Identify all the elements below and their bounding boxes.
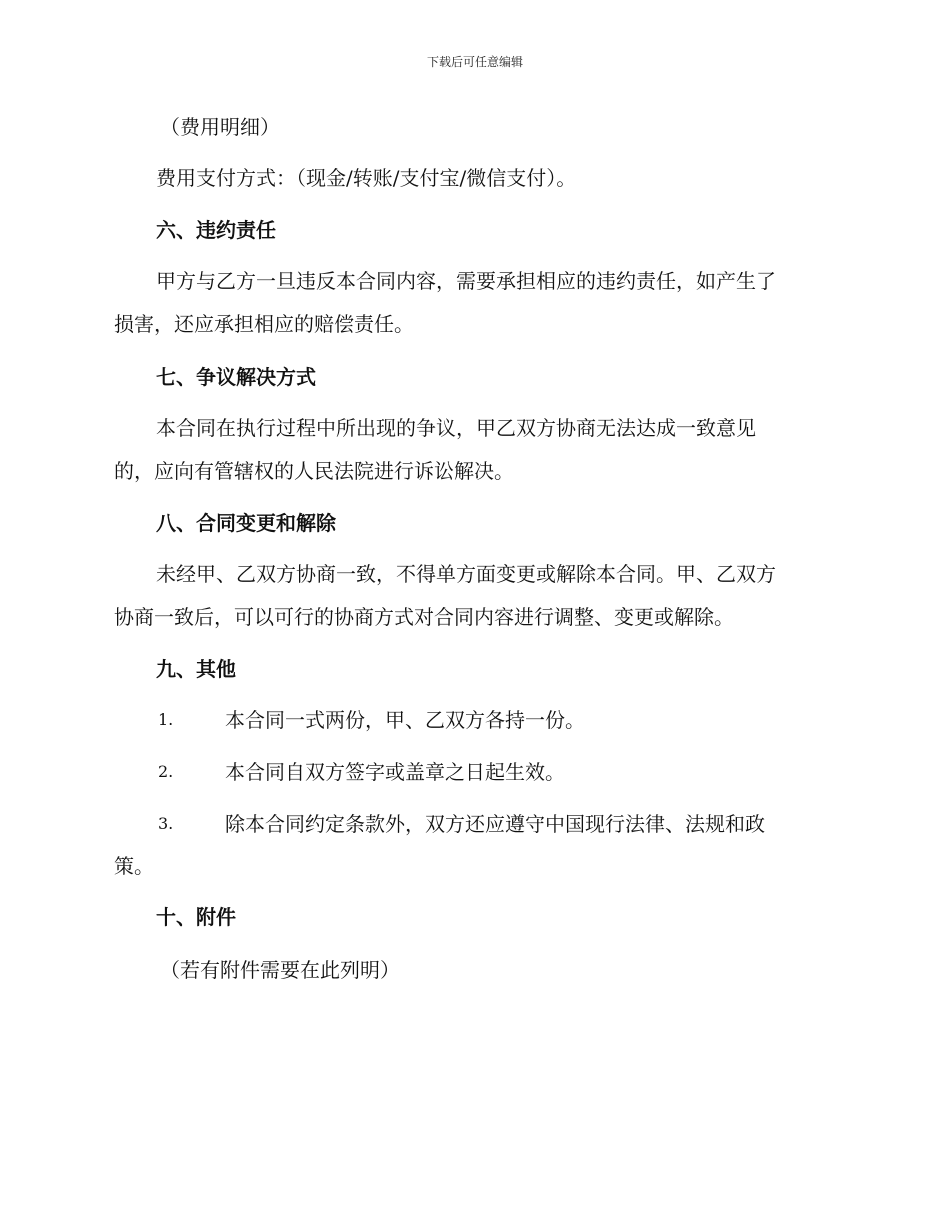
page-header: 下载后可任意编辑 — [426, 55, 523, 69]
section-6-title: 六、违约责任 — [156, 218, 276, 242]
section-10-title: 十、附件 — [156, 905, 236, 929]
section-7-title: 七、争议解决方式 — [156, 365, 316, 389]
section-7-line-2: 的，应向有管辖权的人民法院进行诉讼解决。 — [114, 459, 514, 483]
list-item-text: 除本合同约定条款外，双方还应遵守中国现行法律、法规和政 — [225, 812, 765, 836]
payment-method-line: 费用支付方式：（现金/转账/支付宝/微信支付）。 — [156, 166, 577, 190]
section-6-line-2: 损害，还应承担相应的赔偿责任。 — [114, 312, 414, 336]
fee-detail-line: （费用明细） — [160, 115, 280, 139]
list-item-text: 本合同一式两份，甲、乙双方各持一份。 — [225, 708, 585, 732]
attachment-note: （若有附件需要在此列明） — [160, 958, 400, 982]
section-7-line-1: 本合同在执行过程中所出现的争议，甲乙双方协商无法达成一致意见 — [156, 416, 756, 440]
list-item-number: 1. — [158, 710, 174, 729]
list-item-text: 本合同自双方签字或盖章之日起生效。 — [225, 760, 565, 784]
section-8-title: 八、合同变更和解除 — [156, 511, 336, 535]
section-9-title: 九、其他 — [156, 657, 236, 681]
list-item-continuation: 策。 — [114, 854, 154, 878]
list-item-number: 3. — [158, 814, 174, 833]
section-8-line-2: 协商一致后，可以可行的协商方式对合同内容进行调整、变更或解除。 — [114, 605, 734, 629]
section-6-line-1: 甲方与乙方一旦违反本合同内容，需要承担相应的违约责任，如产生了 — [156, 269, 776, 293]
list-item-number: 2. — [158, 762, 174, 781]
section-8-line-1: 未经甲、乙双方协商一致，不得单方面变更或解除本合同。甲、乙双方 — [156, 562, 776, 586]
